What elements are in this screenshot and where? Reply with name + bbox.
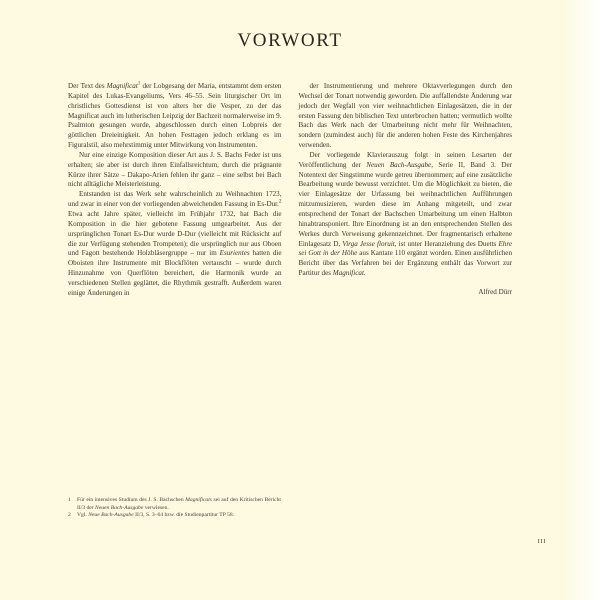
page-number: III	[537, 538, 546, 545]
page-content	[68, 30, 512, 299]
body-paragraph: Nur eine einzige Komposition dieser Art aus J. S. Bachs Feder ist uns erhalten; sie aber ist durch ihren Einfallsreichtum, durch die prägnante Kürze ihrer Sätze – Dakapo-Arien fehlen ihr ganz – eine selbst bei Bach nicht alltägliche Meisterleistung.	[68, 150, 282, 189]
body-paragraph: Entstanden ist das Werk sehr wahrscheinlich zu Weihnachten 1723, und zwar in einer von der vorliegenden abweichenden Fassung in Es-Dur.$^2$ Etwa acht Jahre später, vielleicht im Frühjahr 1732, hat Bach die Komposition in die hier gebotene Fassung umgearbeitet. Aus der ursprünglichen Tonart Es-Dur wurde D-Dur (vielleicht mit Rücksicht auf die zur Verfügung stehenden Trompeten); die ursprünglich nur aus Oboen und Fagott bestehende Holzbläsergruppe – nur im Esurientes hatten die Oboisten ihre Instrumente mit Blockflöten vertauscht – wurde durch Hinzunahme von Querflöten bereichert, die Harmonik wurde an verschiedenen Stellen geglättet, die Rhythmik gestrafft. Außerdem waren einige Änderungen in	[68, 190, 282, 297]
italic-text: Magnificat	[106, 82, 138, 90]
body-paragraph: der Instrumentierung und mehrere Oktavverlegungen durch den Wechsel der Tonart notwendig geworden. Die auffallendste Änderung war jedoch der Wegfall von vier weihnachtlichen Einlagesätzen, die in der ersten Fassung den biblischen Text unterbrochen hatten; vermutlich wollte Bach das Werk nach der Umarbeitung nicht mehr für Weihnachten, sondern (zumindest auch) für die anderen hohen Feste des Kirchenjahres verwenden.	[298, 82, 512, 150]
footnote-marker[interactable]: 1	[137, 80, 141, 87]
italic-text: Ehre sei Gott in der Höhe	[298, 239, 512, 258]
italic-text: Neue Bach-Ausgabe	[88, 512, 134, 518]
author-signature: Alfred Dürr	[478, 287, 512, 296]
italic-text: Neuen Bach-Ausgabe	[95, 504, 144, 511]
body-paragraph: Der Text des Magnificat$^1$ der Lobgesang der Maria, entstammt dem ersten Kapitel des Lukas-Evangeliums, Vers 46–55. Sein liturgischer Ort im christliches Gottesdienst ist von alters her die Vesper, zu der das Magnificat auch im lutherischen Leipzig der Bachzeit normalerweise im 9. Psalmton gesungen wurde, abgeschlossen durch einen Lobpreis der göttlichen Dreieinigkeit. An hohen Festtagen jedoch erklang es im Figuralstil, also mehrstimmig unter Mitwirkung von Instrumenten.	[68, 80, 282, 150]
italic-text: Neuen Bach-Ausgabe,	[366, 160, 433, 169]
italic-text: Esurientes	[219, 249, 250, 258]
text-columns	[68, 82, 512, 299]
footnote-number: 1	[68, 497, 71, 503]
body-paragraph: Der vorliegende Klavierauszug folgt in seinen Lesarten der Veröffentlichung der Neuen Bach-Ausgabe, Serie II, Band 3. Der Notentext der Singstimme wurde getreu übernommen; auf eine zusätzliche Bearbeitung wurde bewusst verzichtet. Um die Möglichkeit zu bieten, die vier Einlagesätze der Urfassung bei weihnachtlichen Aufführungen mitzumusizieren, wurden diese im Anhang mitgeteilt, und zwar entsprechend der Tonart der Bachschen Umarbeitung um einen Halbton hinabtransponiert. Ihre Einordnung ist an den entsprechenden Stellen des Werkes durch Verweisung gekennzeichnet. Der fragmentarisch erhaltene Einlagesatz D, Virga Jesse floruit, ist unter Heranziehung des Duetts Ehre sei Gott in der Höhe aus Kantate 110 ergänzt worden. Einen ausführlichen Bericht über das Verfahren bei der Ergänzung enthält das Vorwort zur Partitur des Magnificat.	[298, 150, 512, 278]
footnote-marker[interactable]: 2	[278, 198, 282, 205]
footnote-item: 2 Vgl. Neue Bach-Ausgabe II/3, S. 3–64 bzw. die Studienpartitur TP 58.	[68, 512, 235, 518]
page-title: VORWORT	[237, 30, 343, 51]
footnote-number: 2	[68, 512, 71, 518]
footnote-block	[68, 497, 281, 520]
footnote-item: 1 Für ein intensives Studium des J. S. Bachschen Magnificats sei auf den Kritischen Bericht II/3 der Neuen Bach-Ausgabe verwiesen.	[68, 497, 281, 511]
italic-text: Magnificats	[185, 497, 212, 503]
italic-text: Virga Jesse floruit,	[342, 239, 397, 248]
italic-text: Magnificat.	[332, 269, 366, 278]
